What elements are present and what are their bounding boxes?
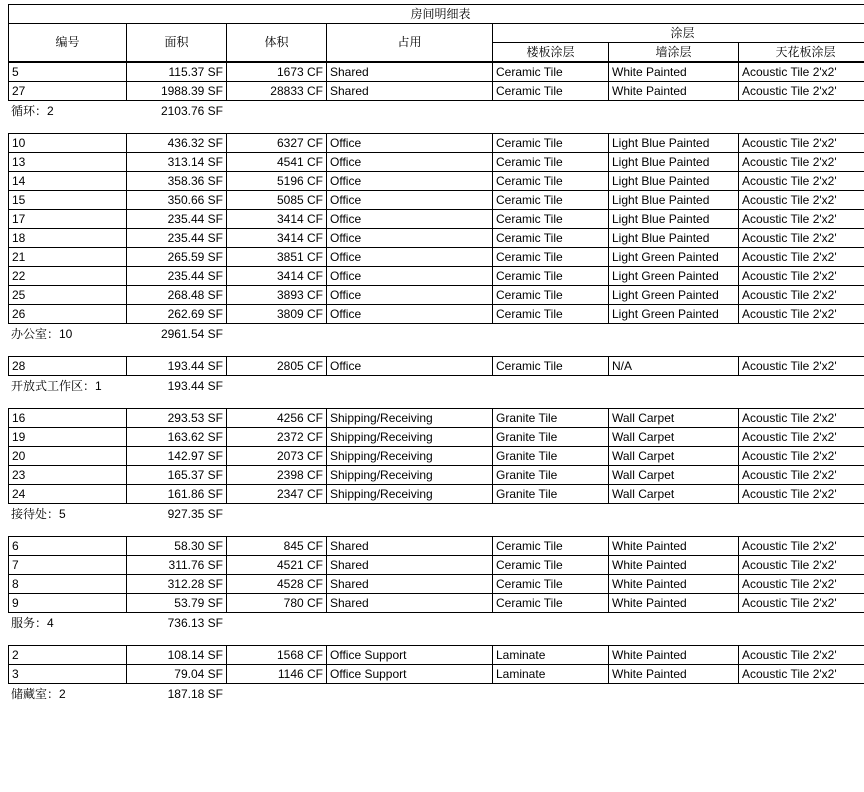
cell-volume: 5085 CF bbox=[227, 191, 327, 210]
cell-volume: 1568 CF bbox=[227, 646, 327, 665]
group-summary-row bbox=[8, 504, 864, 525]
cell-floor-finish: Ceramic Tile bbox=[493, 594, 609, 613]
group-summary-filler bbox=[492, 684, 608, 705]
cell-area: 358.36 SF bbox=[127, 172, 227, 191]
cell-number: 6 bbox=[9, 537, 127, 556]
group-summary-filler bbox=[492, 324, 608, 345]
table-row[interactable] bbox=[9, 286, 864, 305]
cell-ceiling-finish: Acoustic Tile 2'x2' bbox=[739, 267, 864, 286]
cell-volume: 5196 CF bbox=[227, 172, 327, 191]
group-summary-filler bbox=[608, 324, 738, 345]
schedule-groups bbox=[8, 62, 854, 705]
cell-occupancy: Shared bbox=[327, 575, 493, 594]
group-summary-filler bbox=[326, 324, 492, 345]
cell-volume: 3414 CF bbox=[227, 210, 327, 229]
table-row[interactable] bbox=[9, 594, 864, 613]
schedule-group bbox=[8, 536, 854, 645]
cell-volume: 2347 CF bbox=[227, 485, 327, 504]
schedule-group bbox=[8, 133, 854, 356]
table-row[interactable] bbox=[9, 409, 864, 428]
cell-wall-finish: White Painted bbox=[609, 646, 739, 665]
cell-volume: 2398 CF bbox=[227, 466, 327, 485]
group-summary-filler bbox=[326, 101, 492, 122]
cell-occupancy: Shared bbox=[327, 537, 493, 556]
cell-volume: 4521 CF bbox=[227, 556, 327, 575]
table-row[interactable] bbox=[9, 305, 864, 324]
cell-occupancy: Shipping/Receiving bbox=[327, 485, 493, 504]
cell-ceiling-finish: Acoustic Tile 2'x2' bbox=[739, 357, 864, 376]
cell-ceiling-finish: Acoustic Tile 2'x2' bbox=[739, 665, 864, 684]
room-schedule-sheet bbox=[8, 0, 854, 705]
group-summary-filler bbox=[608, 504, 738, 525]
cell-ceiling-finish: Acoustic Tile 2'x2' bbox=[739, 191, 864, 210]
group-summary-label: 接待处：5 bbox=[11, 507, 66, 521]
cell-floor-finish: Granite Tile bbox=[493, 466, 609, 485]
cell-occupancy: Shipping/Receiving bbox=[327, 466, 493, 485]
cell-volume: 28833 CF bbox=[227, 82, 327, 101]
cell-ceiling-finish: Acoustic Tile 2'x2' bbox=[739, 409, 864, 428]
table-row[interactable] bbox=[9, 428, 864, 447]
table-row[interactable] bbox=[9, 63, 864, 82]
cell-ceiling-finish: Acoustic Tile 2'x2' bbox=[739, 594, 864, 613]
cell-area: 235.44 SF bbox=[127, 267, 227, 286]
group-summary-filler bbox=[608, 376, 738, 397]
schedule-group-table bbox=[8, 133, 864, 324]
cell-volume: 2073 CF bbox=[227, 447, 327, 466]
page-title: 房间明细表 bbox=[9, 5, 864, 24]
cell-ceiling-finish: Acoustic Tile 2'x2' bbox=[739, 537, 864, 556]
cell-floor-finish: Ceramic Tile bbox=[493, 210, 609, 229]
cell-area: 436.32 SF bbox=[127, 134, 227, 153]
table-row[interactable] bbox=[9, 229, 864, 248]
column-header-wall-finish: 墙涂层 bbox=[609, 43, 739, 62]
group-summary-filler bbox=[492, 613, 608, 634]
cell-occupancy: Office bbox=[327, 305, 493, 324]
cell-volume: 2805 CF bbox=[227, 357, 327, 376]
schedule-group bbox=[8, 62, 854, 133]
table-row[interactable] bbox=[9, 556, 864, 575]
cell-ceiling-finish: Acoustic Tile 2'x2' bbox=[739, 466, 864, 485]
cell-occupancy: Office bbox=[327, 134, 493, 153]
group-summary-filler bbox=[492, 101, 608, 122]
cell-number: 28 bbox=[9, 357, 127, 376]
cell-ceiling-finish: Acoustic Tile 2'x2' bbox=[739, 556, 864, 575]
cell-occupancy: Office bbox=[327, 210, 493, 229]
table-row[interactable] bbox=[9, 191, 864, 210]
cell-occupancy: Shipping/Receiving bbox=[327, 409, 493, 428]
cell-wall-finish: Light Blue Painted bbox=[609, 134, 739, 153]
cell-occupancy: Office bbox=[327, 248, 493, 267]
cell-area: 161.86 SF bbox=[127, 485, 227, 504]
cell-volume: 4541 CF bbox=[227, 153, 327, 172]
cell-number: 20 bbox=[9, 447, 127, 466]
cell-area: 108.14 SF bbox=[127, 646, 227, 665]
group-summary-total: 2961.54 SF bbox=[160, 327, 223, 341]
cell-area: 235.44 SF bbox=[127, 229, 227, 248]
cell-floor-finish: Ceramic Tile bbox=[493, 575, 609, 594]
cell-wall-finish: White Painted bbox=[609, 665, 739, 684]
column-header-occupancy: 占用 bbox=[327, 24, 493, 62]
cell-floor-finish: Granite Tile bbox=[493, 485, 609, 504]
cell-wall-finish: White Painted bbox=[609, 575, 739, 594]
cell-volume: 1673 CF bbox=[227, 63, 327, 82]
group-summary-total: 187.18 SF bbox=[167, 687, 223, 701]
cell-number: 10 bbox=[9, 134, 127, 153]
cell-wall-finish: Light Blue Painted bbox=[609, 153, 739, 172]
cell-area: 293.53 SF bbox=[127, 409, 227, 428]
cell-wall-finish: White Painted bbox=[609, 556, 739, 575]
group-summary-filler bbox=[226, 684, 326, 705]
cell-number: 18 bbox=[9, 229, 127, 248]
group-spacer bbox=[8, 122, 854, 133]
cell-occupancy: Office Support bbox=[327, 646, 493, 665]
group-summary-row bbox=[8, 613, 864, 634]
cell-ceiling-finish: Acoustic Tile 2'x2' bbox=[739, 447, 864, 466]
cell-ceiling-finish: Acoustic Tile 2'x2' bbox=[739, 63, 864, 82]
cell-volume: 3809 CF bbox=[227, 305, 327, 324]
cell-number: 16 bbox=[9, 409, 127, 428]
cell-area: 142.97 SF bbox=[127, 447, 227, 466]
group-summary-filler bbox=[608, 101, 738, 122]
cell-volume: 3851 CF bbox=[227, 248, 327, 267]
cell-wall-finish: Wall Carpet bbox=[609, 409, 739, 428]
cell-number: 24 bbox=[9, 485, 127, 504]
cell-floor-finish: Ceramic Tile bbox=[493, 556, 609, 575]
cell-wall-finish: Light Blue Painted bbox=[609, 210, 739, 229]
cell-floor-finish: Ceramic Tile bbox=[493, 267, 609, 286]
cell-area: 193.44 SF bbox=[127, 357, 227, 376]
cell-area: 313.14 SF bbox=[127, 153, 227, 172]
cell-wall-finish: Light Green Painted bbox=[609, 286, 739, 305]
cell-number: 5 bbox=[9, 63, 127, 82]
cell-wall-finish: White Painted bbox=[609, 82, 739, 101]
cell-number: 19 bbox=[9, 428, 127, 447]
cell-number: 9 bbox=[9, 594, 127, 613]
group-header-row bbox=[9, 24, 864, 43]
cell-number: 13 bbox=[9, 153, 127, 172]
table-row[interactable] bbox=[9, 485, 864, 504]
cell-occupancy: Office Support bbox=[327, 665, 493, 684]
table-row[interactable] bbox=[9, 537, 864, 556]
table-row[interactable] bbox=[9, 575, 864, 594]
cell-number: 3 bbox=[9, 665, 127, 684]
cell-wall-finish: Light Green Painted bbox=[609, 248, 739, 267]
cell-occupancy: Shared bbox=[327, 82, 493, 101]
cell-ceiling-finish: Acoustic Tile 2'x2' bbox=[739, 210, 864, 229]
cell-wall-finish: White Painted bbox=[609, 537, 739, 556]
cell-occupancy: Office bbox=[327, 172, 493, 191]
group-summary-filler bbox=[226, 324, 326, 345]
cell-number: 21 bbox=[9, 248, 127, 267]
group-summary-filler bbox=[326, 504, 492, 525]
schedule-group bbox=[8, 408, 854, 536]
column-header-volume: 体积 bbox=[227, 24, 327, 62]
table-row[interactable] bbox=[9, 357, 864, 376]
group-summary-label: 储藏室：2 bbox=[11, 687, 66, 701]
cell-ceiling-finish: Acoustic Tile 2'x2' bbox=[739, 82, 864, 101]
cell-wall-finish: Light Blue Painted bbox=[609, 172, 739, 191]
group-summary-filler bbox=[326, 376, 492, 397]
cell-area: 165.37 SF bbox=[127, 466, 227, 485]
cell-wall-finish: Wall Carpet bbox=[609, 447, 739, 466]
cell-area: 312.28 SF bbox=[127, 575, 227, 594]
cell-ceiling-finish: Acoustic Tile 2'x2' bbox=[739, 286, 864, 305]
cell-floor-finish: Ceramic Tile bbox=[493, 63, 609, 82]
group-summary-label: 开放式工作区：1 bbox=[11, 379, 102, 393]
column-header-floor-finish: 楼板涂层 bbox=[493, 43, 609, 62]
schedule-group bbox=[8, 356, 854, 408]
cell-area: 262.69 SF bbox=[127, 305, 227, 324]
cell-occupancy: Office bbox=[327, 357, 493, 376]
cell-floor-finish: Ceramic Tile bbox=[493, 153, 609, 172]
cell-ceiling-finish: Acoustic Tile 2'x2' bbox=[739, 153, 864, 172]
cell-area: 163.62 SF bbox=[127, 428, 227, 447]
cell-wall-finish: N/A bbox=[609, 357, 739, 376]
cell-number: 27 bbox=[9, 82, 127, 101]
cell-wall-finish: Light Green Painted bbox=[609, 305, 739, 324]
cell-ceiling-finish: Acoustic Tile 2'x2' bbox=[739, 172, 864, 191]
table-row[interactable] bbox=[9, 82, 864, 101]
group-summary-filler bbox=[738, 684, 864, 705]
group-summary-row bbox=[8, 101, 864, 122]
group-summary-total: 736.13 SF bbox=[167, 616, 223, 630]
table-row[interactable] bbox=[9, 466, 864, 485]
cell-volume: 3414 CF bbox=[227, 229, 327, 248]
cell-occupancy: Office bbox=[327, 267, 493, 286]
group-summary-label: 循环：2 bbox=[11, 104, 54, 118]
group-summary-filler bbox=[608, 613, 738, 634]
schedule-group-table bbox=[8, 645, 864, 684]
cell-ceiling-finish: Acoustic Tile 2'x2' bbox=[739, 229, 864, 248]
column-header-number: 编号 bbox=[9, 24, 127, 62]
cell-floor-finish: Ceramic Tile bbox=[493, 134, 609, 153]
group-summary-filler bbox=[326, 684, 492, 705]
schedule-group-table bbox=[8, 356, 864, 376]
schedule-group bbox=[8, 645, 854, 705]
cell-occupancy: Shipping/Receiving bbox=[327, 428, 493, 447]
group-summary-label: 服务：4 bbox=[11, 616, 54, 630]
cell-area: 1988.39 SF bbox=[127, 82, 227, 101]
cell-ceiling-finish: Acoustic Tile 2'x2' bbox=[739, 248, 864, 267]
cell-wall-finish: Light Blue Painted bbox=[609, 191, 739, 210]
cell-wall-finish: Light Green Painted bbox=[609, 267, 739, 286]
cell-wall-finish: Wall Carpet bbox=[609, 485, 739, 504]
group-summary-row bbox=[8, 324, 864, 345]
cell-volume: 3414 CF bbox=[227, 267, 327, 286]
table-row[interactable] bbox=[9, 210, 864, 229]
cell-wall-finish: White Painted bbox=[609, 594, 739, 613]
schedule-group-table bbox=[8, 408, 864, 504]
group-summary-filler bbox=[326, 613, 492, 634]
cell-volume: 4256 CF bbox=[227, 409, 327, 428]
table-row[interactable] bbox=[9, 447, 864, 466]
title-row bbox=[9, 5, 864, 24]
cell-volume: 6327 CF bbox=[227, 134, 327, 153]
cell-number: 14 bbox=[9, 172, 127, 191]
cell-wall-finish: Light Blue Painted bbox=[609, 229, 739, 248]
cell-occupancy: Office bbox=[327, 286, 493, 305]
cell-wall-finish: Wall Carpet bbox=[609, 428, 739, 447]
cell-area: 115.37 SF bbox=[127, 63, 227, 82]
cell-floor-finish: Ceramic Tile bbox=[493, 191, 609, 210]
cell-floor-finish: Ceramic Tile bbox=[493, 286, 609, 305]
cell-occupancy: Office bbox=[327, 153, 493, 172]
group-summary-filler bbox=[738, 613, 864, 634]
group-summary-filler bbox=[492, 376, 608, 397]
cell-number: 17 bbox=[9, 210, 127, 229]
cell-area: 268.48 SF bbox=[127, 286, 227, 305]
group-spacer bbox=[8, 345, 854, 356]
cell-floor-finish: Laminate bbox=[493, 665, 609, 684]
column-header-area: 面积 bbox=[127, 24, 227, 62]
group-spacer bbox=[8, 397, 854, 408]
group-summary-filler bbox=[738, 324, 864, 345]
group-summary-row bbox=[8, 376, 864, 397]
cell-area: 350.66 SF bbox=[127, 191, 227, 210]
cell-number: 26 bbox=[9, 305, 127, 324]
cell-ceiling-finish: Acoustic Tile 2'x2' bbox=[739, 305, 864, 324]
cell-floor-finish: Ceramic Tile bbox=[493, 357, 609, 376]
cell-volume: 2372 CF bbox=[227, 428, 327, 447]
group-summary-filler bbox=[226, 504, 326, 525]
cell-floor-finish: Ceramic Tile bbox=[493, 248, 609, 267]
group-summary-total: 2103.76 SF bbox=[160, 104, 223, 118]
cell-floor-finish: Granite Tile bbox=[493, 428, 609, 447]
schedule-group-table bbox=[8, 62, 864, 101]
schedule-header-table bbox=[8, 4, 864, 62]
cell-area: 311.76 SF bbox=[127, 556, 227, 575]
cell-ceiling-finish: Acoustic Tile 2'x2' bbox=[739, 134, 864, 153]
table-row[interactable] bbox=[9, 134, 864, 153]
cell-floor-finish: Ceramic Tile bbox=[493, 82, 609, 101]
cell-occupancy: Shipping/Receiving bbox=[327, 447, 493, 466]
cell-volume: 780 CF bbox=[227, 594, 327, 613]
cell-ceiling-finish: Acoustic Tile 2'x2' bbox=[739, 485, 864, 504]
schedule-group-table bbox=[8, 536, 864, 613]
table-row[interactable] bbox=[9, 172, 864, 191]
table-row[interactable] bbox=[9, 153, 864, 172]
group-summary-filler bbox=[226, 101, 326, 122]
table-row[interactable] bbox=[9, 267, 864, 286]
cell-floor-finish: Laminate bbox=[493, 646, 609, 665]
cell-floor-finish: Ceramic Tile bbox=[493, 537, 609, 556]
cell-occupancy: Shared bbox=[327, 63, 493, 82]
cell-volume: 3893 CF bbox=[227, 286, 327, 305]
cell-floor-finish: Ceramic Tile bbox=[493, 172, 609, 191]
cell-occupancy: Shared bbox=[327, 556, 493, 575]
cell-ceiling-finish: Acoustic Tile 2'x2' bbox=[739, 646, 864, 665]
cell-number: 8 bbox=[9, 575, 127, 594]
cell-occupancy: Office bbox=[327, 191, 493, 210]
cell-wall-finish: Wall Carpet bbox=[609, 466, 739, 485]
cell-number: 2 bbox=[9, 646, 127, 665]
cell-floor-finish: Granite Tile bbox=[493, 447, 609, 466]
cell-area: 265.59 SF bbox=[127, 248, 227, 267]
cell-volume: 1146 CF bbox=[227, 665, 327, 684]
group-summary-total: 193.44 SF bbox=[167, 379, 223, 393]
cell-occupancy: Shared bbox=[327, 594, 493, 613]
group-summary-filler bbox=[738, 101, 864, 122]
table-row[interactable] bbox=[9, 248, 864, 267]
cell-area: 53.79 SF bbox=[127, 594, 227, 613]
cell-floor-finish: Ceramic Tile bbox=[493, 305, 609, 324]
group-summary-filler bbox=[738, 376, 864, 397]
group-summary-label: 办公室：10 bbox=[11, 327, 73, 341]
cell-area: 79.04 SF bbox=[127, 665, 227, 684]
cell-wall-finish: White Painted bbox=[609, 63, 739, 82]
cell-ceiling-finish: Acoustic Tile 2'x2' bbox=[739, 575, 864, 594]
cell-number: 23 bbox=[9, 466, 127, 485]
cell-floor-finish: Ceramic Tile bbox=[493, 229, 609, 248]
group-summary-row bbox=[8, 684, 864, 705]
cell-volume: 4528 CF bbox=[227, 575, 327, 594]
cell-area: 58.30 SF bbox=[127, 537, 227, 556]
cell-area: 235.44 SF bbox=[127, 210, 227, 229]
table-row[interactable] bbox=[9, 665, 864, 684]
column-group-header-finishes: 涂层 bbox=[493, 24, 864, 43]
group-spacer bbox=[8, 525, 854, 536]
cell-volume: 845 CF bbox=[227, 537, 327, 556]
table-row[interactable] bbox=[9, 646, 864, 665]
group-summary-filler bbox=[226, 613, 326, 634]
cell-number: 15 bbox=[9, 191, 127, 210]
cell-ceiling-finish: Acoustic Tile 2'x2' bbox=[739, 428, 864, 447]
group-summary-filler bbox=[492, 504, 608, 525]
group-summary-filler bbox=[738, 504, 864, 525]
cell-number: 25 bbox=[9, 286, 127, 305]
group-spacer bbox=[8, 634, 854, 645]
group-summary-filler bbox=[608, 684, 738, 705]
cell-number: 7 bbox=[9, 556, 127, 575]
column-header-ceiling-finish: 天花板涂层 bbox=[739, 43, 864, 62]
group-summary-filler bbox=[226, 376, 326, 397]
cell-floor-finish: Granite Tile bbox=[493, 409, 609, 428]
cell-number: 22 bbox=[9, 267, 127, 286]
group-summary-total: 927.35 SF bbox=[167, 507, 223, 521]
cell-occupancy: Office bbox=[327, 229, 493, 248]
